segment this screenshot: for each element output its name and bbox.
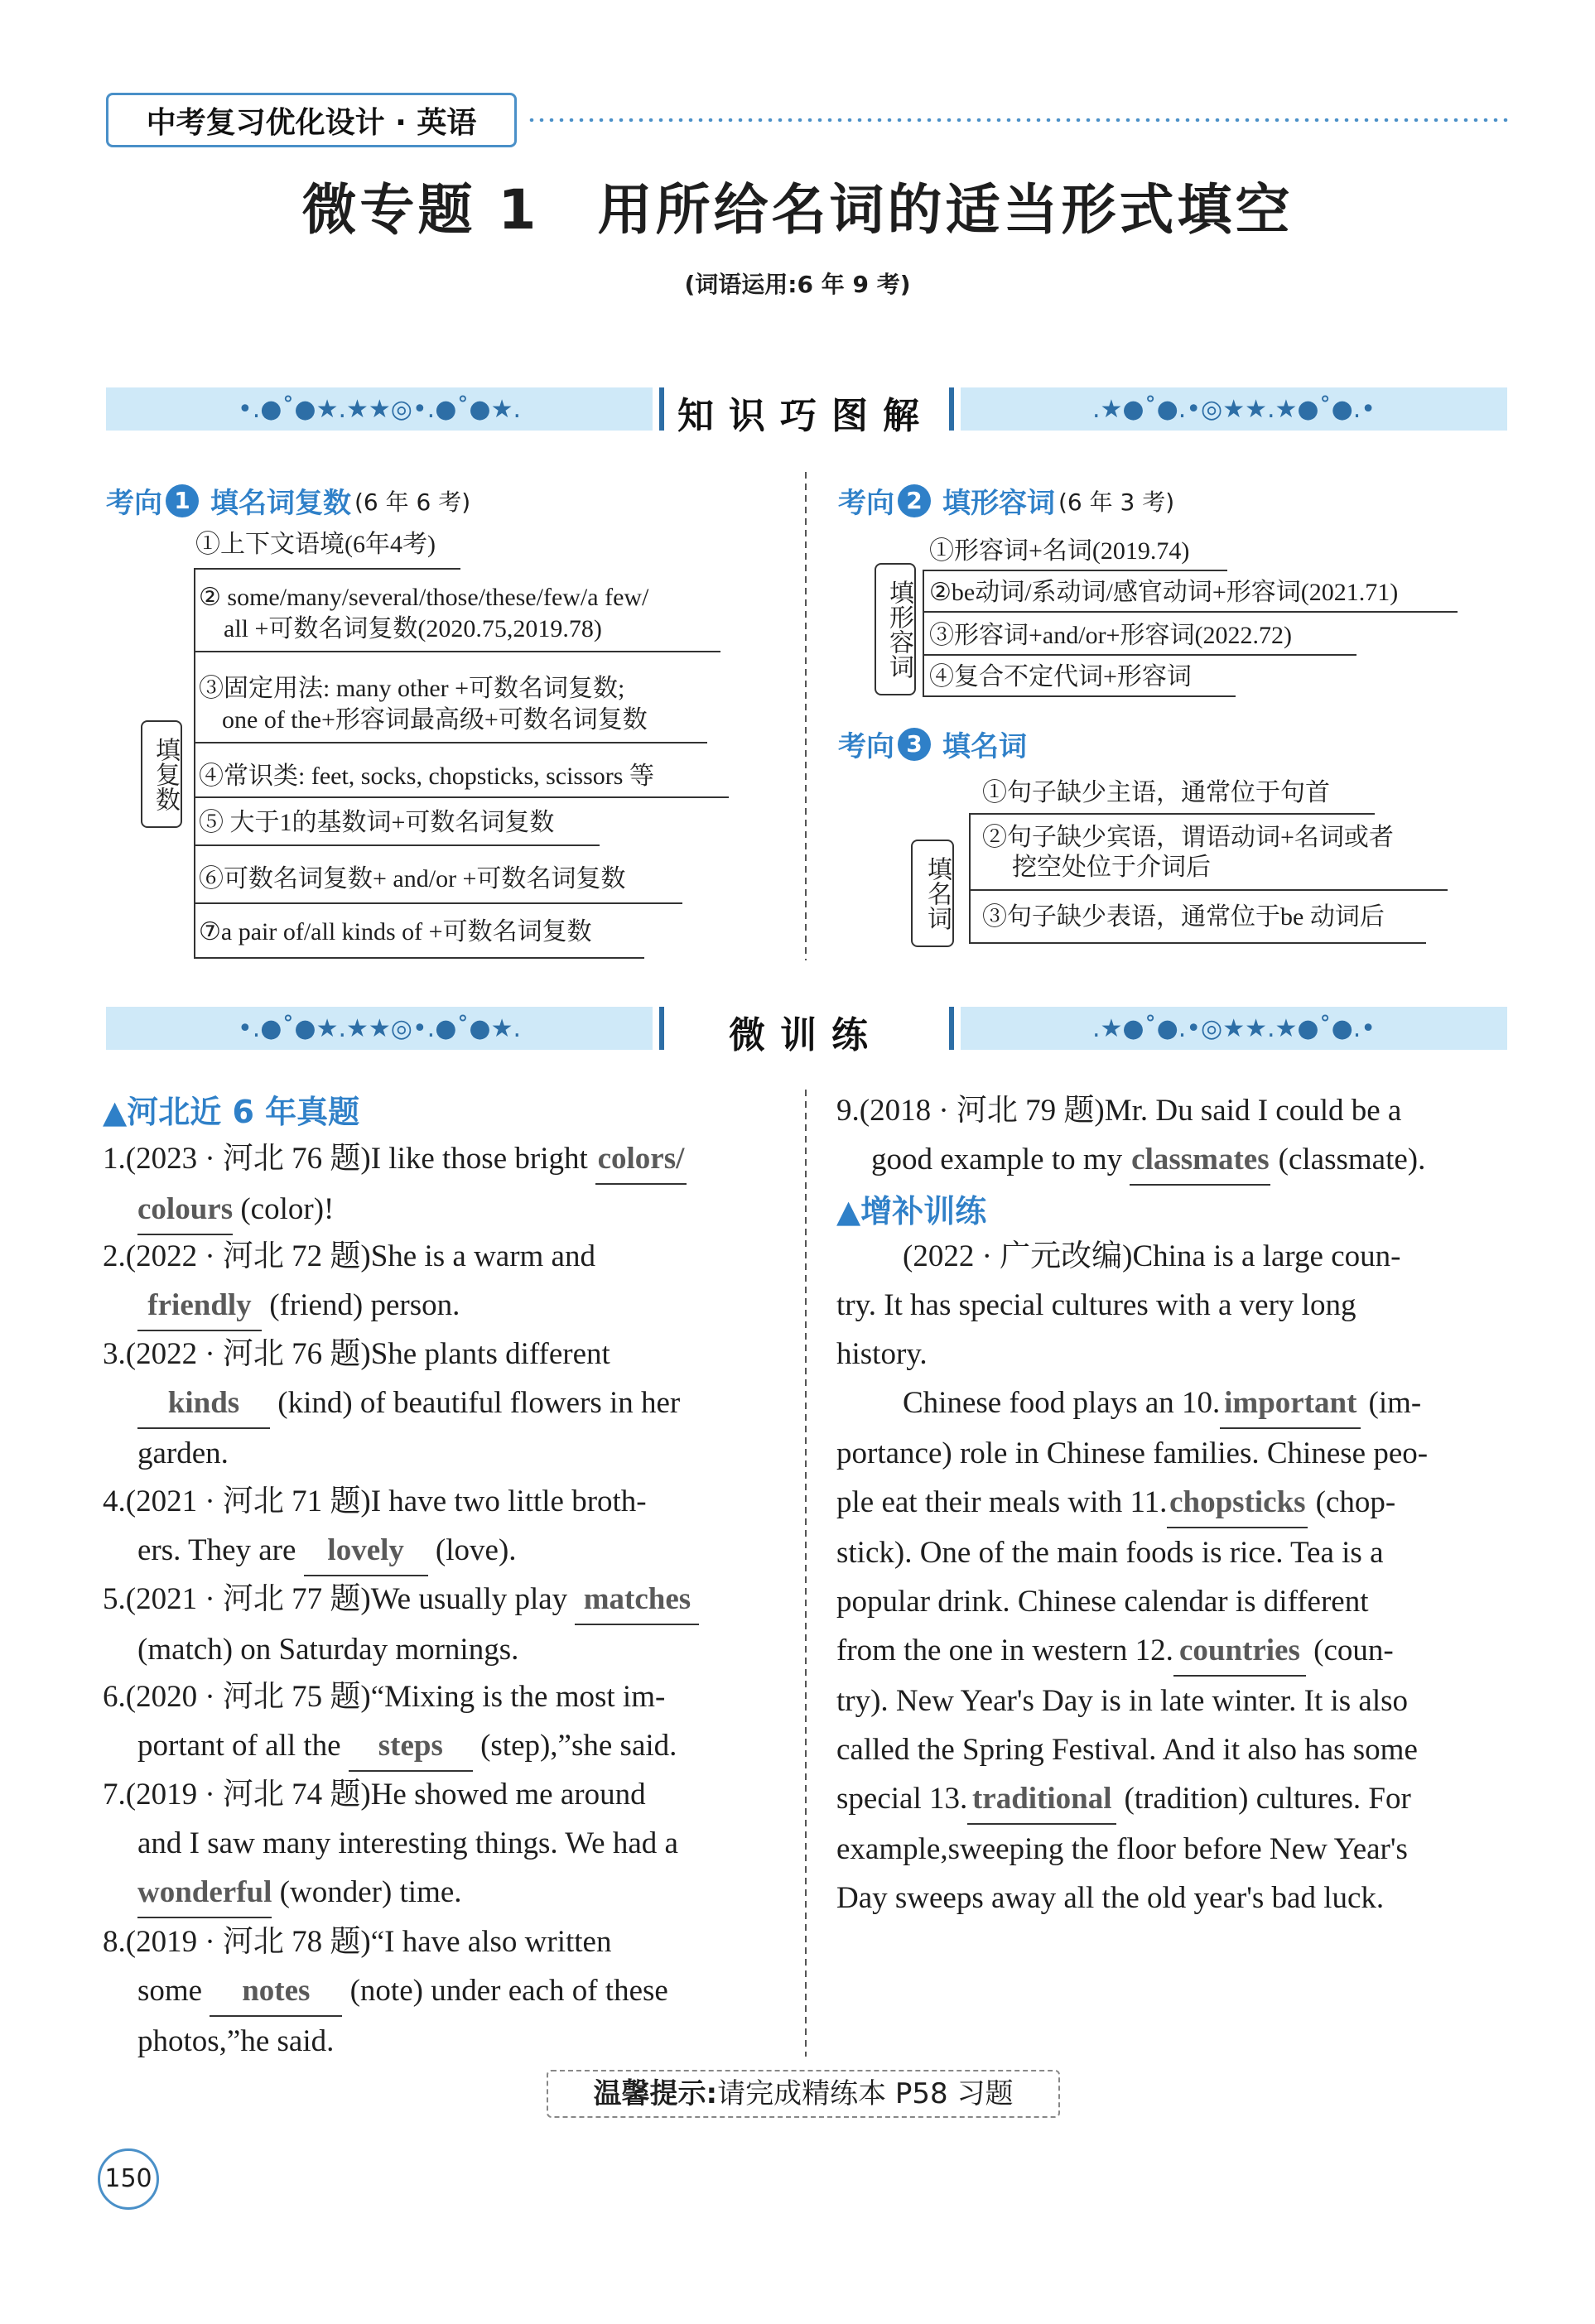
- tip-text: 请完成精练本 P58 习题: [717, 2077, 1014, 2110]
- kx2-branch-4: [923, 695, 1236, 697]
- kx1-count: (6 年 6 考): [354, 488, 471, 516]
- kx2-item-4: ④复合不定代词+形容词: [929, 663, 1192, 690]
- passage-line-10: try). New Year's Day is in late winter. It is also: [836, 1684, 1409, 1718]
- q7-tail: (wonder) time.: [279, 1875, 462, 1909]
- passage-line-2: try. It has special cultures with a very long: [836, 1288, 1356, 1322]
- kx3-tree-trunk: [969, 813, 971, 942]
- kx1-branch-6: [194, 902, 682, 904]
- passage-line-8: popular drink. Chinese calendar is different: [836, 1585, 1369, 1619]
- answer-12: countries: [1173, 1626, 1306, 1677]
- column-divider-top: [805, 472, 807, 960]
- kx2-branch-3: [923, 654, 1356, 656]
- book-header: 中考复习优化设计 · 英语: [106, 93, 517, 147]
- q4-text2: ers. They are: [137, 1533, 296, 1567]
- kx1-item-2a: ② some/many/several/those/these/few/a few/: [199, 584, 649, 611]
- kx1-branch-3: [194, 742, 707, 743]
- q2-answer: friendly: [137, 1281, 262, 1331]
- section-hebei-label: 河北近 6 年真题: [127, 1094, 360, 1130]
- kx2-prefix: 考向: [838, 487, 894, 520]
- kx1-item-5: ⑤ 大于1的基数词+可数名词复数: [199, 809, 555, 836]
- kx3-item-1: ①句子缺少主语，通常位于句首: [982, 779, 1330, 806]
- passage-line-13: example,sweeping the floor before New Year's: [836, 1832, 1408, 1866]
- kx2-number-badge: 2: [898, 484, 931, 517]
- kx3-heading: [838, 724, 1027, 764]
- q8-answer: notes: [210, 1966, 342, 2017]
- passage-line-4b: (im-: [1368, 1386, 1422, 1420]
- q9-text2: good example to my: [871, 1143, 1123, 1176]
- kx3-branch-3: [969, 942, 1426, 944]
- q2-tail: (friend) person.: [269, 1288, 460, 1322]
- q3-tail2: garden.: [137, 1436, 229, 1470]
- kx3-title: 填名词: [942, 730, 1027, 763]
- band2-right-deco: .★●˚●.•◎★★.★●˚●.•: [961, 1007, 1507, 1050]
- answer-13: traditional: [967, 1774, 1116, 1825]
- kx2-root-box: 填形容词: [875, 563, 916, 695]
- passage-line-11: called the Spring Festival. And it also has some: [836, 1733, 1418, 1767]
- answer-11: chopsticks: [1167, 1478, 1308, 1528]
- exercise-5: [103, 1575, 775, 1674]
- band2-left-bar: [659, 1007, 664, 1050]
- passage-line-9b: (coun-: [1313, 1634, 1394, 1667]
- section-hebei: ▲河北近 6 年真题: [103, 1094, 360, 1130]
- passage-line-5: portance) role in Chinese families. Chinese peo-: [836, 1436, 1429, 1470]
- tip-label: 温馨提示:: [593, 2077, 718, 2110]
- kx1-branch-7: [194, 957, 644, 959]
- kx1-item-3a: ③固定用法: many other +可数名词复数;: [199, 675, 625, 702]
- kx3-number-badge: 3: [898, 728, 931, 761]
- q1-answer-a: colors/: [595, 1134, 687, 1185]
- kx2-item-1: ①形容词+名词(2019.74): [929, 537, 1190, 565]
- kx1-root-box: 填复数: [141, 720, 182, 828]
- passage-line-1: (2022 · 广元改编)China is a large coun-: [903, 1239, 1401, 1273]
- column-divider-bottom: [805, 1090, 807, 2057]
- kx2-item-2: ②be动词/系动词/感官动词+形容词(2021.71): [929, 579, 1399, 606]
- q8-tail: (note) under each of these: [349, 1974, 668, 2008]
- exercise-4: [103, 1477, 775, 1576]
- q5-tail: (match) on Saturday mornings.: [137, 1633, 519, 1667]
- exercise-9: [836, 1086, 1507, 1186]
- kx1-item-7: ⑦a pair of/all kinds of +可数名词复数: [199, 918, 592, 945]
- answer-10: important: [1220, 1379, 1361, 1429]
- q2-text: 2.(2022 · 河北 72 题)She is a warm and: [103, 1239, 595, 1273]
- band2-title: 微训练: [729, 1014, 883, 1056]
- kx3-item-3: ③句子缺少表语，通常位于be 动词后: [982, 903, 1385, 931]
- exercise-8: [103, 1917, 775, 2066]
- tip-box: [547, 2070, 1060, 2118]
- band2-left-deco: •.●˚●★.★★◎•.●˚●★.: [106, 1007, 653, 1050]
- q4-answer: lovely: [304, 1526, 428, 1576]
- kx1-branch-1: [194, 568, 460, 570]
- kx1-item-3b: one of the+形容词最高级+可数名词复数: [222, 706, 648, 734]
- header-divider: [527, 118, 1512, 122]
- passage: [836, 1232, 1507, 1922]
- q5-text: 5.(2021 · 河北 77 题)We usually play: [103, 1582, 568, 1616]
- q1-tail: (color)!: [240, 1192, 335, 1226]
- kx1-branch-5: [194, 844, 600, 846]
- band1-right-deco: .★●˚●.•◎★★.★●˚●.•: [961, 387, 1507, 431]
- exercise-1: [103, 1134, 775, 1235]
- passage-line-3: history.: [836, 1337, 928, 1371]
- kx3-root-box: 填名词: [911, 840, 954, 947]
- q1-answer-b: colours: [137, 1185, 233, 1235]
- kx1-branch-2: [194, 651, 720, 652]
- section-supplement-label: 增补训练: [860, 1193, 987, 1229]
- kx3-branch-2: [969, 889, 1448, 891]
- q3-answer: kinds: [137, 1379, 270, 1429]
- kx1-branch-4: [194, 796, 729, 798]
- passage-line-6b: (chop-: [1315, 1485, 1396, 1519]
- kx2-item-3: ③形容词+and/or+形容词(2022.72): [929, 622, 1292, 649]
- q8-text2: some: [137, 1974, 203, 2008]
- band1-right-bar: [949, 387, 954, 431]
- kx2-count: (6 年 3 考): [1058, 488, 1175, 516]
- kx2-branch-1: [923, 570, 1227, 571]
- passage-line-12a: special 13.: [836, 1782, 968, 1816]
- kx2-title: 填形容词: [942, 487, 1055, 520]
- q9-tail: (classmate).: [1278, 1143, 1426, 1176]
- q9-answer: classmates: [1130, 1135, 1270, 1186]
- exercise-6: [103, 1672, 775, 1772]
- kx1-heading: [106, 480, 470, 521]
- page-title: 微专题 1 用所给名词的适当形式填空: [301, 178, 1294, 242]
- q3-tail: (kind) of beautiful flowers in her: [277, 1386, 681, 1420]
- kx1-item-1: ①上下文语境(6年4考): [195, 531, 436, 558]
- q8-tail2: photos,”he said.: [137, 2024, 335, 2058]
- exercise-3: [103, 1330, 775, 1478]
- page-number: 150: [98, 2148, 159, 2210]
- kx3-prefix: 考向: [838, 730, 894, 763]
- q1-text: 1.(2023 · 河北 76 题)I like those bright: [103, 1142, 588, 1176]
- passage-line-4a: Chinese food plays an 10.: [903, 1386, 1221, 1420]
- passage-line-7: stick). One of the main foods is rice. Tea is a: [836, 1536, 1384, 1570]
- page-subtitle: (词语运用:6 年 9 考): [684, 271, 911, 298]
- exercise-7: [103, 1770, 775, 1918]
- kx1-item-6: ⑥可数名词复数+ and/or +可数名词复数: [199, 865, 626, 893]
- q5-answer: matches: [575, 1575, 699, 1625]
- passage-line-9a: from the one in western 12.: [836, 1634, 1173, 1667]
- kx1-title: 填名词复数: [210, 487, 351, 520]
- section-supplement: ▲增补训练: [836, 1193, 987, 1229]
- band1-title: 知识巧图解: [677, 395, 934, 437]
- kx3-item-2a: ②句子缺少宾语，谓语动词+名词或者: [982, 824, 1394, 851]
- kx1-item-4: ④常识类: feet, socks, chopsticks, scissors 等: [199, 763, 654, 790]
- passage-line-12b: (tradition) cultures. For: [1124, 1782, 1411, 1816]
- band1-left-bar: [659, 387, 664, 431]
- q6-tail: (step),”she said.: [480, 1729, 677, 1763]
- kx1-prefix: 考向: [106, 487, 162, 520]
- band1-left-deco: •.●˚●★.★★◎•.●˚●★.: [106, 387, 653, 431]
- kx3-item-2b: 挖空处位于介词后: [1012, 854, 1211, 881]
- q9-text: 9.(2018 · 河北 79 题)Mr. Du said I could be a: [836, 1094, 1402, 1128]
- q3-text: 3.(2022 · 河北 76 题)She plants different: [103, 1337, 610, 1371]
- band2-right-bar: [949, 1007, 954, 1050]
- kx2-heading: [838, 480, 1174, 521]
- kx2-tree-trunk: [923, 570, 924, 695]
- q7-answer: wonderful: [137, 1868, 272, 1918]
- kx1-number-badge: 1: [166, 484, 199, 517]
- kx1-item-2b: all +可数名词复数(2020.75,2019.78): [224, 615, 602, 642]
- q6-text: 6.(2020 · 河北 75 题)“Mixing is the most im-: [103, 1680, 666, 1714]
- q7-text: 7.(2019 · 河北 74 题)He showed me around: [103, 1778, 646, 1812]
- passage-line-14: Day sweeps away all the old year's bad luck.: [836, 1881, 1385, 1915]
- q6-answer: steps: [349, 1721, 473, 1772]
- kx1-tree-trunk: [194, 568, 195, 959]
- kx3-branch-1: [969, 813, 1375, 815]
- passage-line-6a: ple eat their meals with 11.: [836, 1485, 1168, 1519]
- q4-tail: (love).: [435, 1533, 517, 1567]
- q8-text: 8.(2019 · 河北 78 题)“I have also written: [103, 1925, 612, 1959]
- kx2-branch-2: [923, 611, 1458, 613]
- q4-text: 4.(2021 · 河北 71 题)I have two little broth-: [103, 1484, 647, 1518]
- q7-text2: and I saw many interesting things. We had a: [137, 1826, 678, 1860]
- exercise-2: [103, 1232, 775, 1331]
- q6-text2: portant of all the: [137, 1729, 341, 1763]
